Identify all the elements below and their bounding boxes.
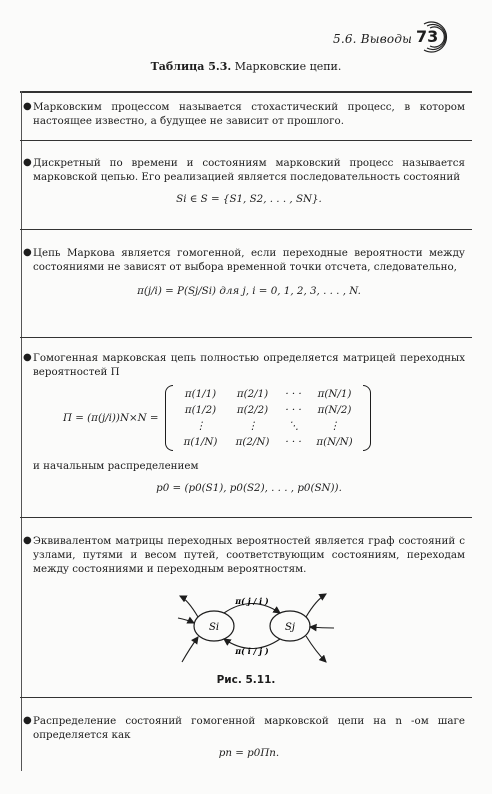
matrix-cell: π(1/2) <box>184 404 217 416</box>
row-divider <box>20 517 472 518</box>
figure-caption: Рис. 5.11. <box>216 674 276 686</box>
table-left-rule <box>21 91 22 771</box>
graph-edge-out <box>306 636 326 662</box>
item-text: Гомогенная марковская цепь полностью определяется матрицей переходных вероятностей Π <box>33 352 465 378</box>
table-row-item-6 <box>23 714 465 760</box>
table-title <box>0 60 492 73</box>
graph-edge-in <box>178 618 194 623</box>
matrix-cell: · · · <box>285 404 302 416</box>
bullet-icon: ● <box>23 715 32 726</box>
matrix-cell: π(N/N) <box>316 436 353 448</box>
row-divider <box>20 337 472 338</box>
item-text: Цепь Маркова является гомогенной, если переходные вероятности между состояниями не зависят от выбора временной точки отсчета, следовательно, <box>33 247 465 273</box>
matrix-cell: π(2/2) <box>236 404 269 416</box>
table-label: Таблица 5.3. <box>150 60 232 73</box>
item-text: Распределение состояний гомогенной марковской цепи на n -ом шаге определяется как <box>33 715 465 741</box>
table-row-item-3 <box>23 246 465 298</box>
matrix-cell: π(2/1) <box>236 388 269 400</box>
matrix-cell: ⋮ <box>247 420 258 432</box>
bullet-icon: ● <box>23 535 32 546</box>
page-number: 73 <box>416 27 439 46</box>
matrix-lhs: Π = (π(j/i))N×N = <box>63 412 159 424</box>
matrix-cell: ⋮ <box>195 420 206 432</box>
table-row-item-5 <box>23 534 465 576</box>
graph-edge-bottom-label: π( i / j ) <box>235 646 269 656</box>
graph-edge-in <box>182 637 198 662</box>
matrix-cell: π(1/1) <box>184 388 217 400</box>
table-top-rule <box>20 91 472 93</box>
bullet-icon: ● <box>23 101 32 112</box>
row-divider <box>20 229 472 230</box>
bullet-icon: ● <box>23 352 32 363</box>
matrix-cell: π(2/N) <box>235 436 270 448</box>
running-header-section: 5.6. Выводы <box>333 32 413 46</box>
table-row-item-1 <box>23 100 465 128</box>
graph-node-si-label: Si <box>208 622 220 633</box>
transition-matrix <box>165 387 371 449</box>
matrix-cell: ⋮ <box>329 420 340 432</box>
bullet-icon: ● <box>23 157 32 168</box>
graph-edge-top-label: π( j / i ) <box>235 596 269 606</box>
table-row-item-2 <box>23 156 465 206</box>
graph-edge-out <box>180 596 198 617</box>
graph-edge-in <box>310 627 334 628</box>
matrix-cell: π(N/2) <box>317 404 352 416</box>
item-text: Дискретный по времени и состояниям марковский процесс называется марковской цепью. Его реализацией является последовательность состояний <box>33 157 465 183</box>
row-divider <box>20 697 472 698</box>
table-row-item-4 <box>23 351 465 495</box>
item-text: Эквивалентом матрицы переходных вероятностей является граф состояний с узлами, путями и весом путей, соответствующим состояниям, переходам между состояниями и переходным вероятностям. <box>33 535 465 575</box>
item-text-continued: и начальным распределением <box>33 460 199 472</box>
item-text: Марковским процессом называется стохастический процесс, в котором настоящее известно, а будущее не зависит от прошлого. <box>33 101 465 127</box>
item-formula: π(j/i) = P(Sj/Si) для j, i = 0, 1, 2, 3, . . . , N. <box>137 285 361 297</box>
table-caption: Марковские цепи. <box>234 60 342 73</box>
matrix-cell: π(N/1) <box>317 388 352 400</box>
row-divider <box>20 140 472 141</box>
state-graph-figure <box>176 582 336 670</box>
item-formula: pn = p0Πn. <box>218 747 280 759</box>
graph-node-sj-label: Sj <box>285 622 295 633</box>
matrix-cell: · · · <box>285 388 302 400</box>
matrix-cell: · · · <box>285 436 302 448</box>
item-formula: p0 = (p0(S1), p0(S2), . . . , p0(SN)). <box>156 482 342 494</box>
item-formula: Si ∈ S = {S1, S2, . . . , SN}. <box>176 193 322 205</box>
transition-matrix-equation <box>33 387 465 449</box>
matrix-cell: ⋱ <box>288 420 299 432</box>
bullet-icon: ● <box>23 247 32 258</box>
matrix-cell: π(1/N) <box>183 436 218 448</box>
graph-edge-out <box>306 594 326 617</box>
